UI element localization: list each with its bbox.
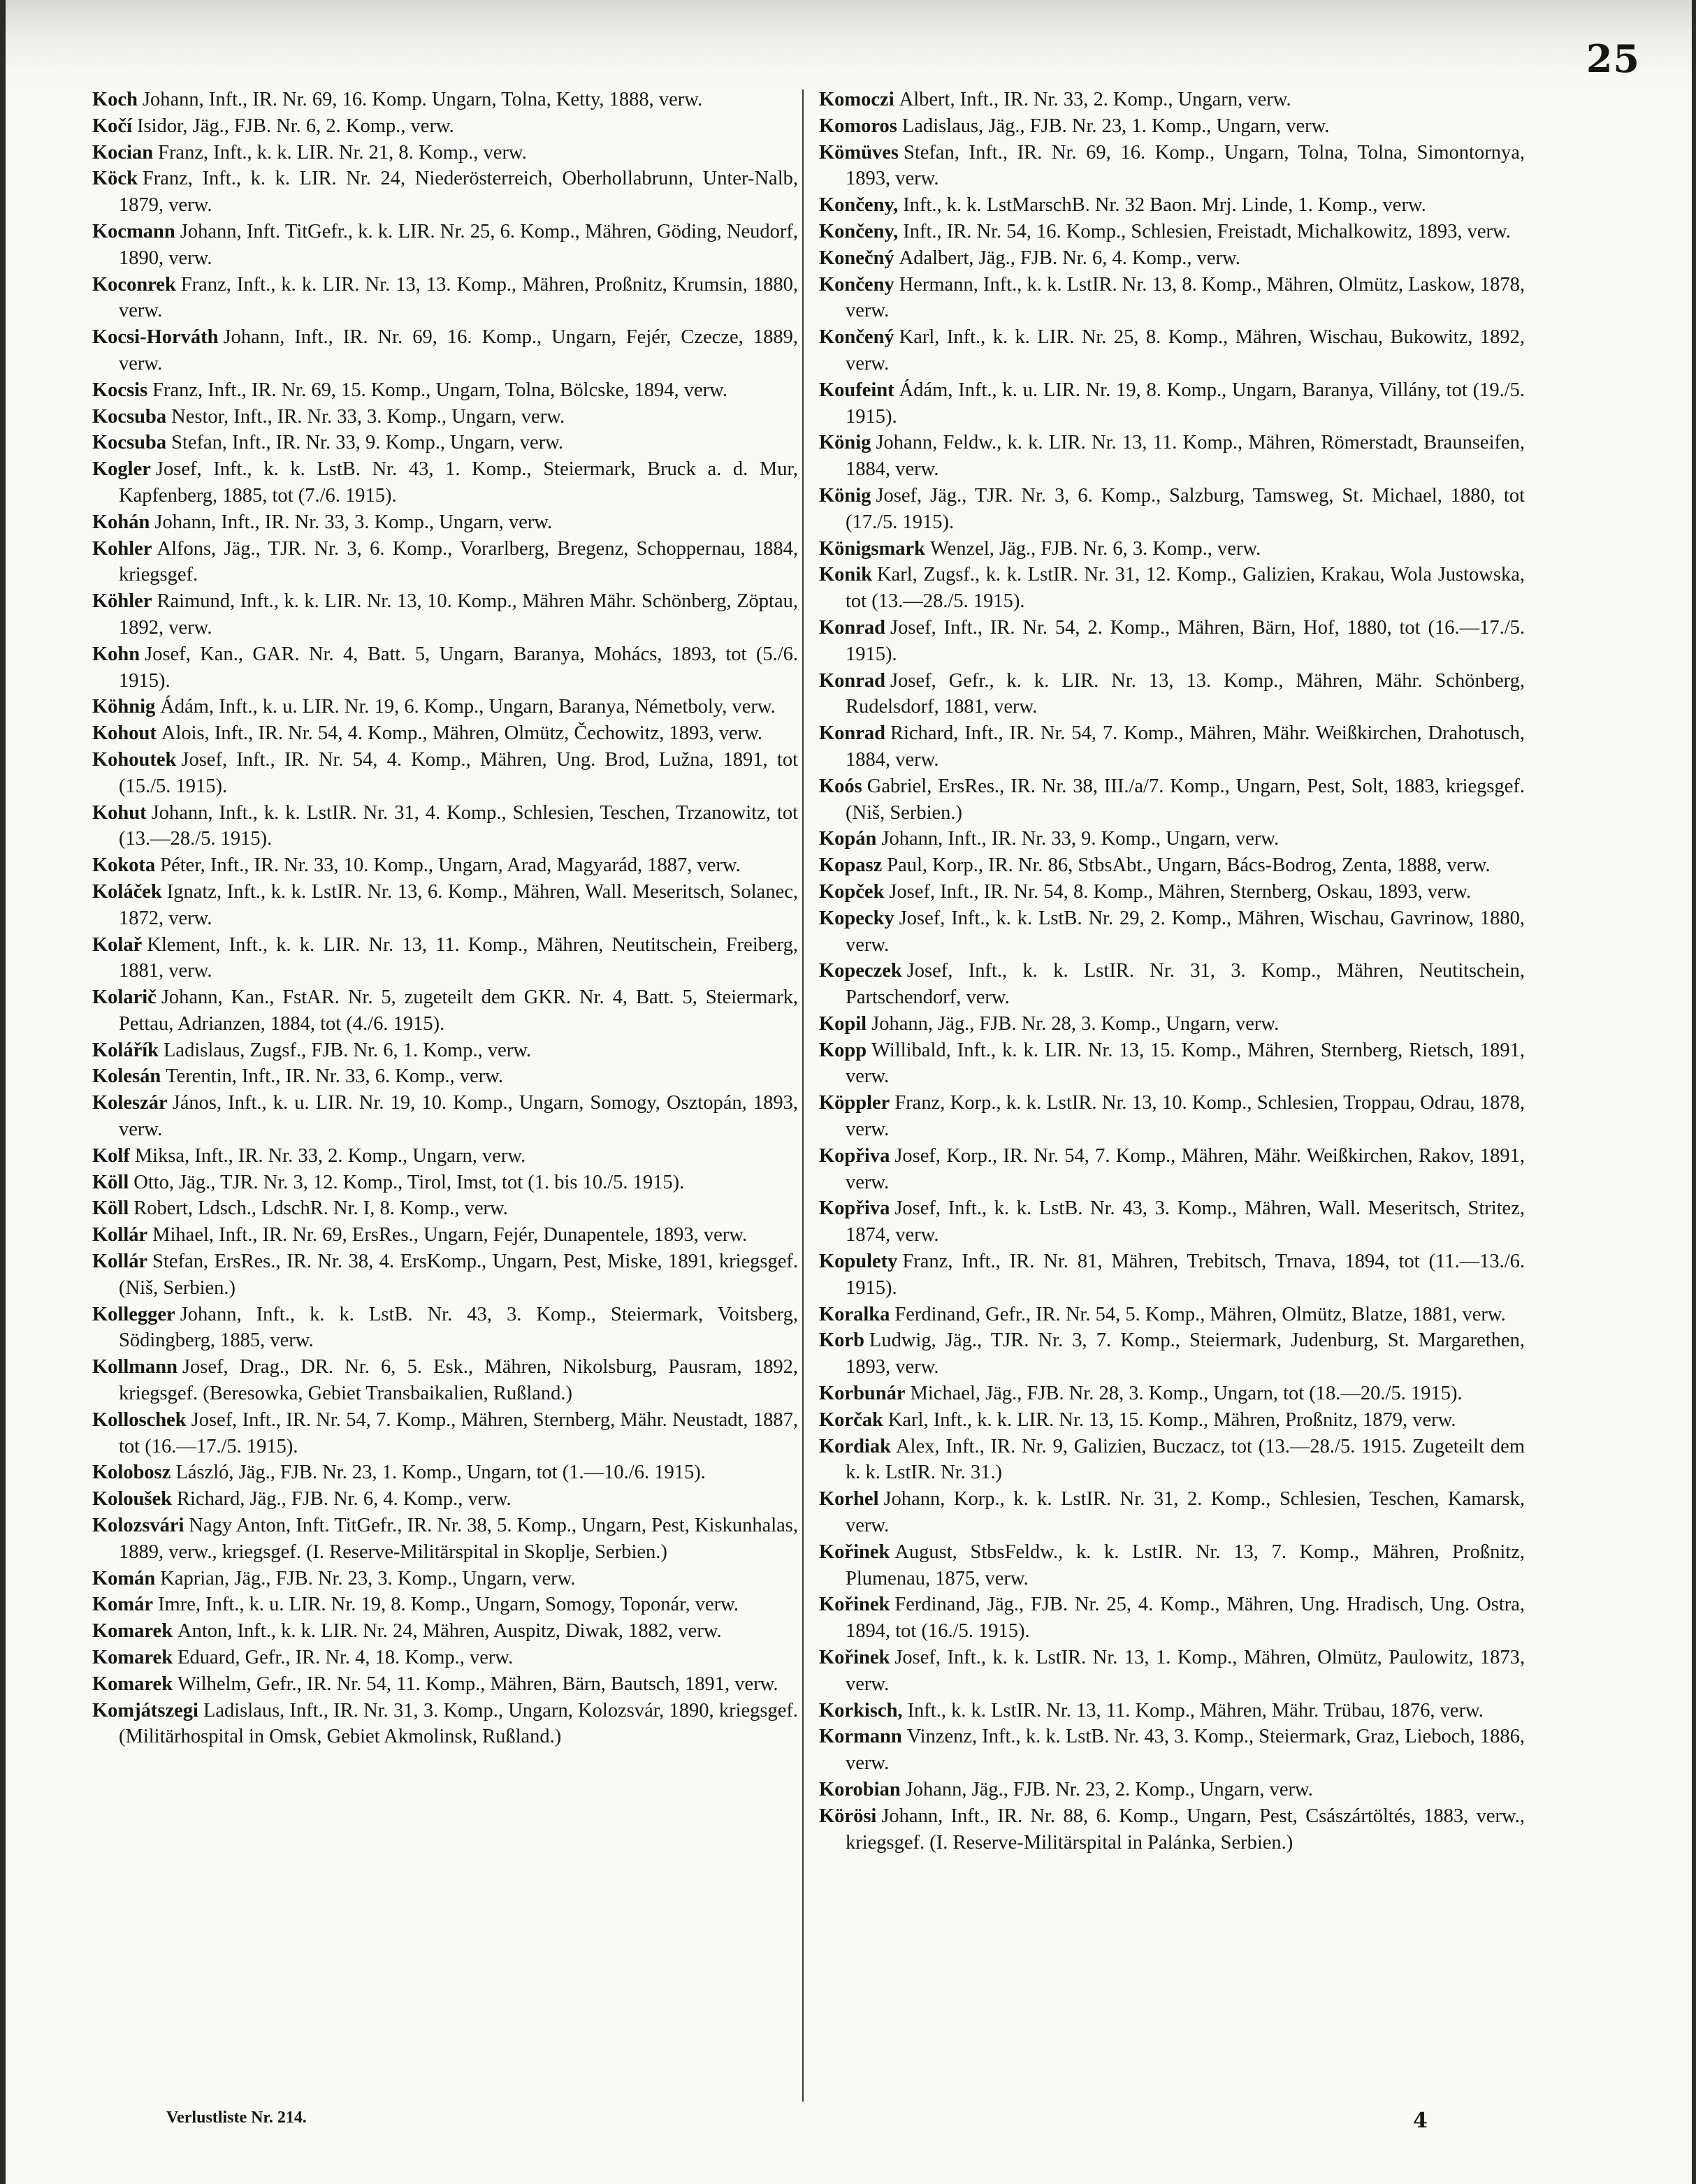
entry-details: Michael, Jäg., FJB. Nr. 28, 3. Komp., Ungarn, tot (18.—20./5. 1915). [910,1383,1463,1405]
entry-details: Johann, Inft., IR. Nr. 69, 16. Komp., Ungarn, Fejér, Czecze, 1889, verw. [119,326,798,374]
entry-details: Terentin, Inft., IR. Nr. 33, 6. Komp., verw. [166,1065,504,1088]
list-entry [819,1698,1525,1724]
entry-details: Josef, Inft., k. k. LstB. Nr. 43, 3. Komp., Mähren, Wall. Meseritsch, Stritez, 1874, verw. [846,1197,1525,1246]
list-entry [819,1539,1525,1592]
entry-surname: Köppler [819,1092,890,1114]
entry-details: Richard, Inft., IR. Nr. 54, 7. Komp., Mähren, Mähr. Weißkirchen, Drahotusch, 1884, verw. [846,722,1525,771]
entry-surname: Kocsis [92,379,148,401]
entry-surname: Kořinek [819,1541,890,1563]
entry-surname: Kořinek [819,1594,890,1616]
list-entry [819,1143,1525,1196]
entry-details: Josef, Kan., GAR. Nr. 4, Batt. 5, Ungarn, Baranya, Mohács, 1893, tot (5./6. 1915). [119,643,798,692]
entry-details: Raimund, Inft., k. k. LIR. Nr. 13, 10. Komp., Mähren Mähr. Schönberg, Zöptau, 1892, verw. [119,590,798,639]
entry-details: Stefan, ErsRes., IR. Nr. 38, 4. ErsKomp., Ungarn, Pest, Miske, 1891, kriegsgef. (Niš, Serbien.) [119,1251,798,1299]
left-column [92,87,798,1750]
entry-details: Ignatz, Inft., k. k. LstIR. Nr. 13, 6. Komp., Mähren, Wall. Meseritsch, Solanec, 1872, verw. [119,880,798,929]
entry-surname: Komarek [92,1620,173,1643]
list-entry [819,562,1525,615]
list-entry [92,1513,798,1566]
entry-details: Karl, Inft., k. k. LIR. Nr. 25, 8. Komp., Mähren, Wischau, Bukowitz, 1892, verw. [846,326,1525,374]
entry-surname: Kohán [92,511,150,533]
entry-details: Paul, Korp., IR. Nr. 86, StbsAbt., Ungarn, Bács-Bodrog, Zenta, 1888, verw. [887,854,1491,877]
entry-details: Johann, Feldw., k. k. LIR. Nr. 13, 11. Komp., Mähren, Römerstadt, Braunseifen, 1884, verw. [846,432,1525,481]
list-entry [819,615,1525,668]
entry-details: Josef, Inft., IR. Nr. 54, 8. Komp., Mähren, Sternberg, Oskau, 1893, verw. [889,880,1472,903]
entry-surname: Kollár [92,1251,148,1273]
entry-surname: Končeny [819,273,894,296]
list-entry [819,192,1525,219]
list-entry [92,1486,798,1513]
list-entry [92,1195,798,1222]
entry-surname: Komoros [819,115,897,137]
entry-details: László, Jäg., FJB. Nr. 23, 1. Komp., Ungarn, tot (1.—10./6. 1915). [175,1462,706,1484]
entry-details: Imre, Inft., k. u. LIR. Nr. 19, 8. Komp., Ungarn, Somogy, Toponár, verw. [158,1594,739,1616]
list-entry [92,509,798,536]
entry-details: Alois, Inft., IR. Nr. 54, 4. Komp., Mähren, Olmütz, Čechowitz, 1893, verw. [161,722,763,745]
entry-surname: Komjátszegi [92,1699,198,1721]
entry-details: Karl, Zugsf., k. k. LstIR. Nr. 31, 12. Komp., Galizien, Krakau, Wola Justowska, tot (13.—28./5. 1915). [846,564,1525,613]
entry-details: Kaprian, Jäg., FJB. Nr. 23, 3. Komp., Ungarn, verw. [160,1567,576,1589]
list-entry [92,1248,798,1302]
entry-details: Miksa, Inft., IR. Nr. 33, 2. Komp., Ungarn, verw. [134,1144,526,1167]
list-entry [92,747,798,800]
entry-details: Johann, Inft., IR. Nr. 88, 6. Komp., Ungarn, Pest, Császártöltés, 1883, verw., kriegsgef. (I. Reserve-Militärspital in Palánka, Serbien.) [846,1805,1525,1854]
entry-details: Ludwig, Jäg., TJR. Nr. 3, 7. Komp., Steiermark, Judenburg, St. Margarethen, 1893, verw. [846,1330,1525,1378]
entry-details: Ladislaus, Jäg., FJB. Nr. 23, 1. Komp., Ungarn, verw. [901,115,1330,137]
entry-surname: Kopán [819,828,877,850]
entry-surname: Kocmann [92,220,175,242]
entry-surname: Köhler [92,590,152,613]
entry-details: Johann, Kan., FstAR. Nr. 5, zugeteilt dem GKR. Nr. 4, Batt. 5, Steiermark, Pettau, Adrianzen, 1884, tot (4./6. 1915). [119,987,798,1035]
entry-surname: Kolař [92,933,143,956]
entry-details: Josef, Korp., IR. Nr. 54, 7. Komp., Mähren, Mähr. Weißkirchen, Rakov, 1891, verw. [846,1144,1525,1193]
entry-surname: Kopeczek [819,960,902,982]
entry-details: János, Inft., k. u. LIR. Nr. 19, 10. Komp., Ungarn, Somogy, Osztopán, 1893, verw. [119,1092,798,1141]
entry-surname: Kopil [819,1012,867,1035]
entry-surname: König [819,484,871,507]
list-entry [92,87,798,113]
list-entry [819,430,1525,483]
list-entry [819,1381,1525,1407]
entry-details: Johann, Inft., IR. Nr. 69, 16. Komp. Ungarn, Tolna, Ketty, 1888, verw. [142,89,703,110]
entry-surname: Kokota [92,854,156,877]
entry-surname: Korb [819,1330,864,1352]
list-entry [819,1011,1525,1038]
entry-details: Ladislaus, Zugsf., FJB. Nr. 6, 1. Komp., verw. [164,1039,532,1061]
list-entry [819,1248,1525,1302]
entry-details: Albert, Inft., IR. Nr. 33, 2. Komp., Ungarn, verw. [899,89,1291,110]
entry-surname: Kopřiva [819,1144,890,1167]
entry-details: Josef, Jäg., TJR. Nr. 3, 6. Komp., Salzburg, Tamsweg, St. Michael, 1880, tot (17./5. 1915). [846,484,1525,533]
list-entry [819,1090,1525,1143]
list-entry [819,1724,1525,1777]
entry-surname: Korčak [819,1408,883,1431]
entry-details: Stefan, Inft., IR. Nr. 69, 16. Komp., Ungarn, Tolna, Tolna, Simontornya, 1893, verw. [846,141,1525,190]
entry-details: Vinzenz, Inft., k. k. LstB. Nr. 43, 3. Komp., Steiermark, Graz, Lieboch, 1886, verw. [846,1726,1525,1775]
list-entry [92,1143,798,1170]
entry-surname: Končeny, [819,220,899,242]
entry-details: Klement, Inft., k. k. LIR. Nr. 13, 11. Komp., Mähren, Neutitschein, Freiberg, 1881, verw. [119,933,798,982]
list-entry [819,1803,1525,1856]
entry-details: Franz, Inft., IR. Nr. 81, Mähren, Trebitsch, Trnava, 1894, tot (11.—13./6. 1915). [846,1251,1525,1299]
entry-surname: Koleszár [92,1092,168,1114]
entry-surname: Kollár [92,1224,148,1246]
list-entry [819,852,1525,879]
list-entry [92,1618,798,1645]
entry-surname: Kolloschek [92,1408,187,1431]
list-entry [819,272,1525,325]
entry-surname: Kömüves [819,141,899,163]
entry-surname: Kolobosz [92,1462,171,1484]
entry-surname: Kopasz [819,854,883,877]
list-entry [92,166,798,219]
entry-details: Alex, Inft., IR. Nr. 9, Galizien, Buczacz, tot (13.—28./5. 1915. Zugeteilt dem k. k. LstIR. Nr. 31.) [846,1435,1525,1484]
list-entry [819,219,1525,245]
entry-details: Johann, Korp., k. k. LstIR. Nr. 31, 2. Komp., Schlesien, Teschen, Kamarsk, verw. [846,1488,1525,1537]
entry-details: Josef, Inft., IR. Nr. 54, 2. Komp., Mähren, Bärn, Hof, 1880, tot (16.—17./5. 1915). [846,616,1525,665]
entry-surname: Kopp [819,1039,867,1061]
list-entry [92,1592,798,1618]
list-entry [92,1459,798,1486]
entry-surname: Kohoutek [92,748,177,771]
list-entry [819,324,1525,377]
list-entry [92,1170,798,1196]
entry-surname: Koch [92,89,138,110]
entry-details: Ádám, Inft., k. u. LIR. Nr. 19, 6. Komp., Ungarn, Baranya, Németboly, verw. [160,696,776,718]
list-entry [92,113,798,140]
entry-details: Ferdinand, Gefr., IR. Nr. 54, 5. Komp., Mähren, Olmütz, Blatze, 1881, verw. [894,1303,1506,1325]
list-entry [92,1566,798,1592]
list-entry [92,588,798,641]
entry-surname: Kocian [92,141,154,163]
entry-details: Stefan, Inft., IR. Nr. 33, 9. Komp., Ungarn, verw. [171,432,564,454]
list-entry [819,1645,1525,1698]
entry-surname: Kolesán [92,1065,161,1088]
entry-surname: Kollegger [92,1303,175,1325]
entry-details: Hermann, Inft., k. k. LstIR. Nr. 13, 8. Komp., Mähren, Olmütz, Laskow, 1878, verw. [846,273,1525,322]
entry-surname: Köhnig [92,696,156,718]
entry-surname: Koloušek [92,1488,173,1510]
entry-details: Eduard, Gefr., IR. Nr. 4, 18. Komp., verw. [177,1647,514,1669]
list-entry [819,1434,1525,1487]
entry-surname: Koufeint [819,379,894,401]
list-entry [819,536,1525,562]
entry-surname: Korhel [819,1488,879,1510]
entry-details: Ferdinand, Jäg., FJB. Nr. 25, 4. Komp., Mähren, Ung. Hradisch, Ung. Ostra, 1894, tot (16./5. 1915). [846,1594,1525,1643]
column-divider [802,89,804,2102]
list-entry [92,272,798,325]
entry-details: Gabriel, ErsRes., IR. Nr. 38, III./a/7. Komp., Ungarn, Pest, Solt, 1883, kriegsgef. (Niš, Serbien.) [846,775,1525,824]
entry-details: Inft., k. k. LstIR. Nr. 13, 11. Komp., Mähren, Mähr. Trübau, 1876, verw. [907,1699,1484,1721]
entry-details: Ladislaus, Inft., IR. Nr. 31, 3. Komp., Ungarn, Kolozsvár, 1890, kriegsgef. (Militärhospital in Omsk, Gebiet Akmolinsk, Rußland.) [119,1699,798,1748]
list-entry [92,1354,798,1407]
list-entry [92,879,798,932]
list-entry [819,1302,1525,1328]
entry-details: Inft., IR. Nr. 54, 16. Komp., Schlesien, Freistadt, Michalkowitz, 1893, verw. [903,220,1511,242]
entry-details: Anton, Inft., k. k. LIR. Nr. 24, Mähren, Auspitz, Diwak, 1882, verw. [177,1620,722,1643]
list-entry [92,1222,798,1248]
entry-details: Josef, Inft., IR. Nr. 54, 7. Komp., Mähren, Sternberg, Mähr. Neustadt, 1887, tot (16.—17./5. 1915). [119,1408,798,1457]
entry-details: Franz, Korp., k. k. LstIR. Nr. 13, 10. Komp., Schlesien, Troppau, Odrau, 1878, verw. [846,1092,1525,1141]
entry-details: Adalbert, Jäg., FJB. Nr. 6, 4. Komp., verw. [899,247,1240,269]
entry-surname: Königsmark [819,537,926,560]
entry-surname: Kohut [92,801,147,824]
list-entry [92,1407,798,1460]
entry-surname: Komár [92,1594,154,1616]
list-entry [92,1645,798,1671]
list-entry [92,430,798,456]
list-reference: Verlustliste Nr. 214. [166,2109,307,2127]
entry-surname: Kocsuba [92,432,167,454]
entry-surname: Kočí [92,115,132,137]
list-entry [819,668,1525,721]
list-entry [819,1592,1525,1645]
entry-surname: Kolářík [92,1039,159,1061]
entry-surname: Komoczi [819,89,894,110]
list-entry [819,1327,1525,1381]
right-column [819,87,1525,1856]
list-entry [819,773,1525,827]
list-entry [819,245,1525,272]
list-entry [92,1063,798,1090]
entry-surname: Kormann [819,1726,902,1748]
list-entry [92,932,798,985]
list-entry [92,1090,798,1143]
entry-details: Franz, Inft., k. k. LIR. Nr. 13, 13. Komp., Mähren, Proßnitz, Krumsin, 1880, verw. [119,273,798,322]
entry-surname: Korbunár [819,1383,906,1405]
entry-surname: Komarek [92,1673,173,1695]
list-entry [819,826,1525,852]
entry-details: Josef, Drag., DR. Nr. 6, 5. Esk., Mähren, Nikolsburg, Pausram, 1892, kriegsgef. (Beresowka, Gebiet Transbaikalien, Rußland.) [119,1356,798,1405]
entry-surname: Končeny, [819,194,899,217]
entry-surname: Konrad [819,722,886,745]
entry-details: Nestor, Inft., IR. Nr. 33, 3. Komp., Ungarn, verw. [171,405,565,428]
entry-surname: Kopulety [819,1251,898,1273]
list-entry [92,641,798,694]
entry-surname: König [819,432,871,454]
entry-surname: Körösi [819,1805,877,1827]
entry-surname: Kolozsvári [92,1515,184,1537]
entry-surname: Kopřiva [819,1197,890,1220]
list-entry [819,1407,1525,1434]
entry-surname: Köck [92,168,138,190]
entry-surname: Komán [92,1567,156,1589]
entry-details: Alfons, Jäg., TJR. Nr. 3, 6. Komp., Vorarlberg, Bregenz, Schoppernau, 1884, kriegsgef. [119,537,798,586]
list-entry [819,113,1525,140]
entry-details: Richard, Jäg., FJB. Nr. 6, 4. Komp., verw. [177,1488,512,1510]
list-entry [819,1038,1525,1091]
entry-details: Johann, Jäg., FJB. Nr. 23, 2. Komp., Ungarn, verw. [905,1779,1313,1800]
entry-details: Josef, Inft., k. k. LstIR. Nr. 13, 1. Komp., Mähren, Olmütz, Paulowitz, 1873, verw. [846,1647,1525,1695]
entry-surname: Korobian [819,1779,901,1800]
entry-surname: Koós [819,775,862,797]
entry-details: Nagy Anton, Inft. TitGefr., IR. Nr. 38, 5. Komp., Ungarn, Pest, Kiskunhalas, 1889, verw., kriegsgef. (I. Reserve-Militärspital in Skoplje, Serbien.) [119,1515,798,1563]
list-entry [819,905,1525,959]
entry-surname: Konrad [819,669,886,692]
entry-surname: Kolarič [92,987,157,1009]
entry-surname: Kohler [92,537,152,560]
entry-surname: Konečný [819,247,894,269]
entry-details: Johann, Inft., k. k. LstB. Nr. 43, 3. Komp., Steiermark, Voitsberg, Södingberg, 1885, verw. [119,1303,798,1352]
list-entry [819,1777,1525,1803]
entry-details: Johann, Inft., k. k. LstIR. Nr. 31, 4. Komp., Schlesien, Teschen, Trzanowitz, tot (13.—28./5. 1915). [119,801,798,850]
list-entry [92,984,798,1038]
list-entry [819,483,1525,536]
list-entry [92,852,798,879]
entry-details: Franz, Inft., k. k. LIR. Nr. 21, 8. Komp., verw. [158,141,527,163]
entry-details: Johann, Inft., IR. Nr. 33, 3. Komp., Ungarn, verw. [154,511,553,533]
entry-details: Péter, Inft., IR. Nr. 33, 10. Komp., Ungarn, Arad, Magyarád, 1887, verw. [160,854,741,877]
entry-surname: Komarek [92,1647,173,1669]
list-entry [92,404,798,430]
list-entry [92,456,798,509]
entry-surname: Kopecky [819,907,894,929]
entry-surname: Kogler [92,458,151,481]
entry-surname: Kohn [92,643,140,665]
entry-details: Willibald, Inft., k. k. LIR. Nr. 13, 15. Komp., Mähren, Sternberg, Rietsch, 1891, verw. [846,1039,1525,1088]
list-entry [92,694,798,720]
entry-surname: Köll [92,1171,129,1193]
entry-surname: Kohout [92,722,157,745]
entry-details: Josef, Gefr., k. k. LIR. Nr. 13, 13. Komp., Mähren, Mähr. Schönberg, Rudelsdorf, 1881, verw. [846,669,1525,718]
list-entry [92,1302,798,1355]
entry-surname: Kocsuba [92,405,167,428]
entry-details: Otto, Jäg., TJR. Nr. 3, 12. Komp., Tirol, Imst, tot (1. bis 10./5. 1915). [133,1171,685,1193]
list-entry [819,140,1525,193]
entry-surname: Koconrek [92,273,176,296]
list-entry [92,377,798,404]
list-entry [819,377,1525,430]
entry-details: Franz, Inft., IR. Nr. 69, 15. Komp., Ungarn, Tolna, Bölcske, 1894, verw. [152,379,727,401]
entry-surname: Korkisch, [819,1699,903,1721]
entry-details: Franz, Inft., k. k. LIR. Nr. 24, Niederösterreich, Oberhollabrunn, Unter-Nalb, 1879, verw. [119,168,798,217]
entry-surname: Koralka [819,1303,890,1325]
list-entry [92,1038,798,1064]
entry-surname: Kocsi-Horváth [92,326,219,349]
entry-details: Ádám, Inft., k. u. LIR. Nr. 19, 8. Komp., Ungarn, Baranya, Villány, tot (19./5. 1915). [846,379,1525,428]
entry-details: Johann, Inft. TitGefr., k. k. LIR. Nr. 25, 6. Komp., Mähren, Göding, Neudorf, 1890, verw. [119,220,798,269]
entry-details: Johann, Inft., IR. Nr. 33, 9. Komp., Ungarn, verw. [881,828,1280,850]
entry-surname: Köll [92,1197,129,1220]
entry-details: Josef, Inft., k. k. LstIR. Nr. 31, 3. Komp., Mähren, Neutitschein, Partschendorf, verw. [846,960,1525,1009]
list-entry [819,1195,1525,1248]
entry-surname: Konrad [819,616,886,639]
entry-details: Josef, Inft., IR. Nr. 54, 4. Komp., Mähren, Ung. Brod, Lužna, 1891, tot (15./5. 1915). [119,748,798,797]
list-entry [819,87,1525,113]
entry-surname: Koláček [92,880,162,903]
entry-surname: Kolf [92,1144,130,1167]
entry-details: August, StbsFeldw., k. k. LstIR. Nr. 13, 7. Komp., Mähren, Proßnitz, Plumenau, 1875, verw. [846,1541,1525,1589]
entry-details: Robert, Ldsch., LdschR. Nr. I, 8. Komp., verw. [133,1197,508,1220]
entry-surname: Konik [819,564,873,586]
page-number: 25 [1586,36,1640,81]
list-entry [819,1486,1525,1539]
entry-surname: Končený [819,326,894,349]
list-entry [92,720,798,747]
sheet-mark: 4 [1413,2109,1428,2133]
list-entry [819,958,1525,1011]
entry-surname: Kořinek [819,1647,890,1669]
list-entry [92,219,798,272]
list-entry [819,720,1525,773]
entry-details: Wilhelm, Gefr., IR. Nr. 54, 11. Komp., Mähren, Bärn, Bautsch, 1891, verw. [177,1673,778,1695]
list-entry [92,324,798,377]
list-entry [92,536,798,589]
entry-details: Karl, Inft., k. k. LIR. Nr. 13, 15. Komp., Mähren, Proßnitz, 1879, verw. [887,1408,1456,1431]
entry-details: Mihael, Inft., IR. Nr. 69, ErsRes., Ungarn, Fejér, Dunapentele, 1893, verw. [152,1224,748,1246]
entry-details: Inft., k. k. LstMarschB. Nr. 32 Baon. Mrj. Linde, 1. Komp., verw. [903,194,1426,217]
entry-surname: Kopček [819,880,885,903]
entry-details: Isidor, Jäg., FJB. Nr. 6, 2. Komp., verw. [137,115,454,137]
list-entry [92,1698,798,1751]
list-entry [92,800,798,853]
entry-surname: Kollmann [92,1356,177,1378]
list-entry [92,1671,798,1698]
entry-details: Johann, Jäg., FJB. Nr. 28, 3. Komp., Ungarn, verw. [871,1012,1280,1035]
list-entry [819,879,1525,905]
entry-details: Wenzel, Jäg., FJB. Nr. 6, 3. Komp., verw. [930,537,1261,560]
list-entry [92,140,798,166]
entry-surname: Kordiak [819,1435,891,1457]
entry-details: Josef, Inft., k. k. LstB. Nr. 43, 1. Komp., Steiermark, Bruck a. d. Mur, Kapfenberg, 1885, tot (7./6. 1915). [119,458,798,507]
entry-details: Josef, Inft., k. k. LstB. Nr. 29, 2. Komp., Mähren, Wischau, Gavrinow, 1880, verw. [846,907,1525,956]
